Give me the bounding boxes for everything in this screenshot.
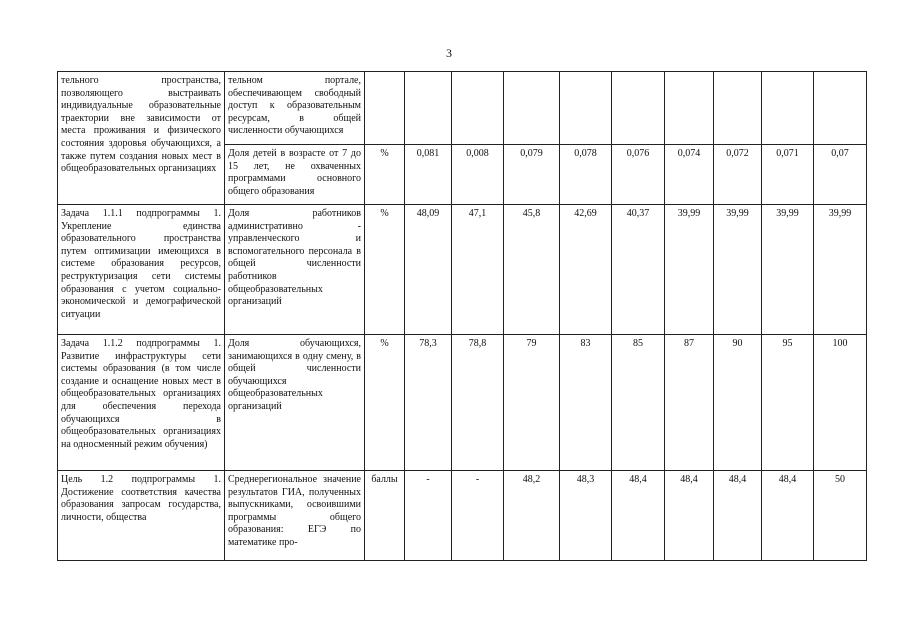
value-cell: 83 <box>560 335 612 471</box>
value-cell: 48,4 <box>612 471 665 561</box>
value-cell: 78,8 <box>452 335 504 471</box>
value-cell <box>560 72 612 145</box>
value-cell: 0,072 <box>714 145 762 205</box>
value-cell: 48,09 <box>405 205 452 335</box>
value-cell: 0,078 <box>560 145 612 205</box>
value-cell: 0,081 <box>405 145 452 205</box>
value-cell: 0,008 <box>452 145 504 205</box>
value-cell: 85 <box>612 335 665 471</box>
indicator-text: Доля обучающихся, занимающихся в одну смену, в общей численности обучающихся общеобразовательных организаций <box>225 335 365 471</box>
unit-cell <box>365 72 405 145</box>
unit-cell: % <box>365 335 405 471</box>
unit-cell: баллы <box>365 471 405 561</box>
value-cell: 87 <box>665 335 714 471</box>
value-cell <box>405 72 452 145</box>
table-row <box>58 335 867 471</box>
value-cell <box>762 72 814 145</box>
value-cell: 95 <box>762 335 814 471</box>
indicator-table <box>57 71 867 561</box>
value-cell: 47,1 <box>452 205 504 335</box>
value-cell: 39,99 <box>762 205 814 335</box>
value-cell <box>714 72 762 145</box>
value-cell: 78,3 <box>405 335 452 471</box>
value-cell: 39,99 <box>814 205 867 335</box>
value-cell <box>504 72 560 145</box>
table-row <box>58 471 867 561</box>
unit-cell: % <box>365 145 405 205</box>
value-cell: 40,37 <box>612 205 665 335</box>
value-cell: 48,4 <box>714 471 762 561</box>
value-cell: 39,99 <box>665 205 714 335</box>
value-cell <box>665 72 714 145</box>
value-cell: 50 <box>814 471 867 561</box>
table-row <box>58 205 867 335</box>
value-cell: 0,071 <box>762 145 814 205</box>
value-cell: 0,07 <box>814 145 867 205</box>
value-cell: 90 <box>714 335 762 471</box>
value-cell: 42,69 <box>560 205 612 335</box>
value-cell: 0,076 <box>612 145 665 205</box>
value-cell: 48,2 <box>504 471 560 561</box>
value-cell: 48,4 <box>762 471 814 561</box>
value-cell: 0,074 <box>665 145 714 205</box>
value-cell: 100 <box>814 335 867 471</box>
table-row <box>58 72 867 145</box>
row-label: Цель 1.2 подпрограммы 1. Достижение соответствия качества образования запросам государства, личности, общества <box>58 471 225 561</box>
row-label: Задача 1.1.1 подпрограммы 1. Укрепление единства образовательного пространства путем оптимизации имеющихся в системе образования ресурсов, реструктуризация сети системы образования с учетом социально-экономической и демографической ситуации <box>58 205 225 335</box>
value-cell: 45,8 <box>504 205 560 335</box>
row-label: Задача 1.1.2 подпрограммы 1. Развитие инфраструктуры сети системы образования (в том числе создание и оснащение новых мест в общеобразовательных организациях для обеспечения перехода обучающихся в общеобразовательных организациях на односменный режим обучения) <box>58 335 225 471</box>
unit-cell: % <box>365 205 405 335</box>
value-cell <box>452 72 504 145</box>
value-cell: 48,3 <box>560 471 612 561</box>
value-cell <box>814 72 867 145</box>
value-cell: - <box>405 471 452 561</box>
indicator-text: Доля детей в возрасте от 7 до 15 лет, не охваченных программами основного общего образования <box>225 145 365 205</box>
page-number: 3 <box>446 46 452 60</box>
indicator-text: тельном портале, обеспечивающем свободный доступ к образовательным ресурсам, в общей численности обучающихся <box>225 72 365 145</box>
value-cell: 0,079 <box>504 145 560 205</box>
row-label: тельного пространства, позволяющего выстраивать индивидуальные образовательные траектории вне зависимости от места проживания и физического состояния здоровья обучающихся, а также путем создания новых мест в общеобразовательных организациях <box>58 72 225 205</box>
indicator-text: Среднерегиональное значение результатов ГИА, полученных выпускниками, освоившими программы общего образования: ЕГЭ по математике про- <box>225 471 365 561</box>
value-cell: 79 <box>504 335 560 471</box>
value-cell <box>612 72 665 145</box>
value-cell: 39,99 <box>714 205 762 335</box>
indicator-text: Доля работников административно - управленческого и вспомогательного персонала в общей численности работников общеобразовательных организаций <box>225 205 365 335</box>
value-cell: - <box>452 471 504 561</box>
value-cell: 48,4 <box>665 471 714 561</box>
